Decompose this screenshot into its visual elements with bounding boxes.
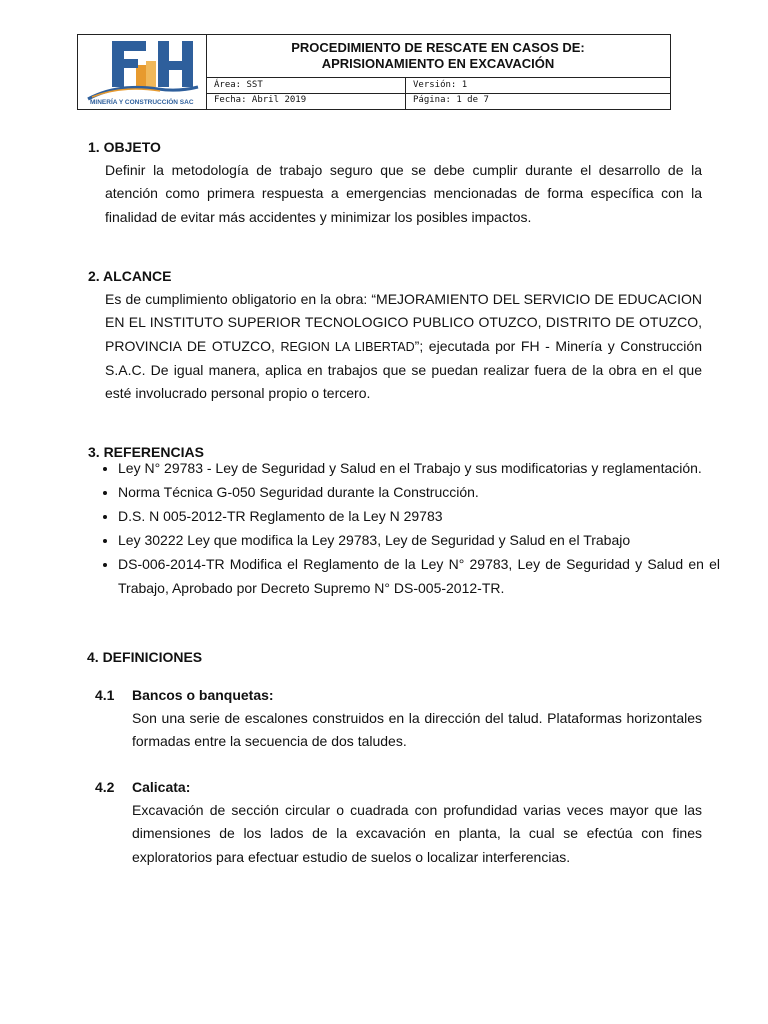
area-field: Área: SST — [206, 78, 406, 93]
list-item: • D.S. N 005-2012-TR Reglamento de la Ley N 29783 — [118, 505, 720, 529]
section-referencias-heading: 3. REFERENCIAS — [88, 444, 204, 460]
header-row-area — [206, 78, 670, 94]
fh-logo-icon — [78, 35, 206, 109]
document-header — [77, 34, 671, 110]
definition-text: Excavación de sección circular o cuadrada con profundidad varias veces mayor que las dimensiones de los lados de la excavación en planta, la cual se efectúa con fines exploratorios para efectuar estudio de suelos o localizar interferencias. — [132, 802, 702, 865]
alcance-text-a: Es de cumplimiento obligatorio en la obra: “MEJORAMIENTO DEL SERVICIO DE EDUCACION EN EL INSTITUTO SUPERIOR TECNOLOGICO PUBLICO OTUZCO, DISTRITO DE OTUZCO, PROVINCIA DE OTUZCO, — [105, 291, 702, 354]
referencias-list — [100, 457, 720, 601]
alcance-region: REGION LA LIBERTAD — [280, 339, 415, 354]
definition-title: Calicata: — [132, 779, 191, 795]
fecha-field: Fecha: Abril 2019 — [206, 93, 406, 109]
list-item: • DS-006-2014-TR Modifica el Reglamento de la Ley N° 29783, Ley de Seguridad y Salud en el Trabajo, Aprobado por Decreto Supremo N° DS-005-2012-TR. — [118, 553, 720, 600]
definition-title: Bancos o banquetas: — [132, 687, 274, 703]
company-logo — [78, 35, 207, 109]
alcance-text-c: ”; ejecutada por FH - Minería y Construcción S.A.C. De igual manera, aplica en trabajos que se puedan realizar fuera de la obra en el que esté involucrado personal propio o tercero. — [105, 337, 702, 402]
version-field: Versión: 1 — [413, 80, 468, 90]
logo-subtitle: MINERÍA Y CONSTRUCCIÓN SAC — [90, 99, 194, 106]
pagina-field: Página: 1 de 7 — [413, 95, 489, 105]
header-row-fecha — [206, 93, 670, 109]
list-item: • Ley 30222 Ley que modifica la Ley 29783, Ley de Seguridad y Salud en el Trabajo — [118, 529, 720, 553]
section-objeto-text: Definir la metodología de trabajo seguro que se debe cumplir durante el desarrollo de la atención como primera respuesta a emergencias mencionadas de forma específica con la finalidad de evitar más accidentes y minimizar los posibles impactos. — [105, 162, 702, 225]
definition-number: 4.1 — [95, 687, 115, 703]
title-line-2: APRISIONAMIENTO EN EXCAVACIÓN — [321, 56, 555, 71]
title-line-1: PROCEDIMIENTO DE RESCATE EN CASOS DE: — [291, 40, 585, 55]
definition-text: Son una serie de escalones construidos en la dirección del talud. Plataformas horizontales formadas entre la secuencia de dos taludes. — [132, 710, 702, 750]
section-alcance-heading: 2. ALCANCE — [88, 268, 172, 284]
list-item: • Norma Técnica G-050 Seguridad durante la Construcción. — [118, 481, 720, 505]
list-item: • Ley N° 29783 - Ley de Seguridad y Salud en el Trabajo y sus modificatorias y reglamentación. — [118, 457, 720, 481]
section-definiciones-heading: 4. DEFINICIONES — [87, 649, 203, 665]
section-alcance-text — [105, 288, 702, 405]
definition-number: 4.2 — [95, 779, 115, 795]
section-objeto-heading: 1. OBJETO — [88, 139, 161, 155]
document-title — [206, 35, 670, 78]
